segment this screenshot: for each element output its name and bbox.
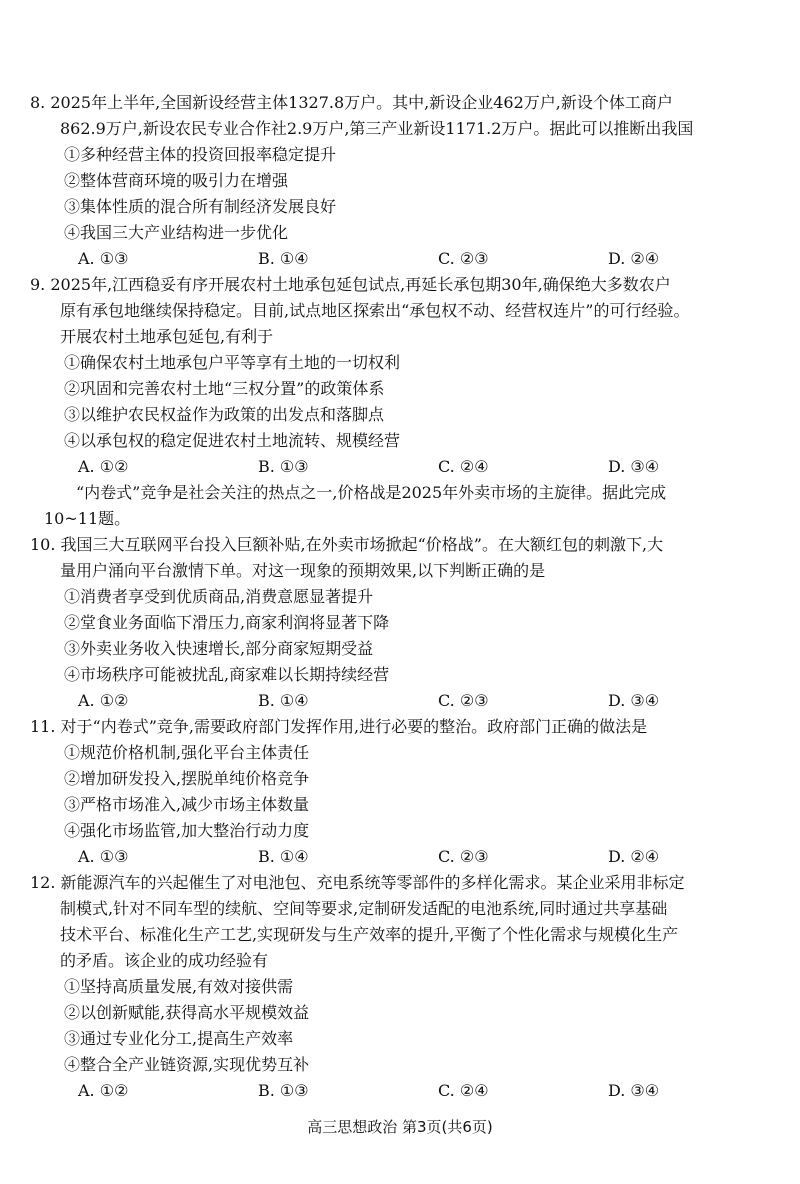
- statement-option: ④强化市场监管,加大整治行动力度: [64, 821, 310, 840]
- question-stem-line: 8. 2025年上半年,全国新设经营主体1327.8万户。其中,新设企业462万户,新设个体工商户: [30, 93, 673, 112]
- statement-option: ①坚持高质量发展,有效对接供需: [64, 977, 294, 996]
- answer-choice-d: D. ③④: [608, 457, 660, 476]
- page-content: [30, 90, 760, 1104]
- statement-option: ③严格市场准入,减少市场主体数量: [64, 795, 310, 814]
- answer-choice-a: A. ①③: [78, 847, 129, 866]
- shared-material: [30, 480, 760, 532]
- answer-choice-d: D. ②④: [608, 249, 660, 268]
- question-stem-line: 862.9万户,新设农民专业合作社2.9万户,第三产业新设1171.2万户。据此可以推断出我国: [60, 119, 694, 138]
- statement-option: ③通过专业化分工,提高生产效率: [64, 1029, 294, 1048]
- answer-choice-a: A. ①②: [78, 457, 129, 476]
- statement-option: ①多种经营主体的投资回报率稳定提升: [64, 145, 337, 164]
- question-10: [30, 532, 760, 714]
- answer-choice-c: C. ②④: [438, 457, 489, 476]
- answer-choice-a: A. ①②: [78, 691, 129, 710]
- statement-option: ④我国三大产业结构进一步优化: [64, 223, 289, 242]
- statement-option: ②以创新赋能,获得高水平规模效益: [64, 1003, 310, 1022]
- answer-choice-c: C. ②④: [438, 1081, 489, 1100]
- statement-option: ④整合全产业链资源,实现优势互补: [64, 1055, 310, 1074]
- answer-choices: [30, 688, 760, 714]
- statement-option: ④以承包权的稳定促进农村土地流转、规模经营: [64, 431, 401, 450]
- answer-choice-a: A. ①②: [78, 1081, 129, 1100]
- question-stem-line: 11. 对于“内卷式”竞争,需要政府部门发挥作用,进行必要的整治。政府部门正确的做法是: [30, 717, 648, 736]
- statement-option: ②增加研发投入,摆脱单纯价格竞争: [64, 769, 310, 788]
- answer-choice-b: B. ①③: [258, 457, 309, 476]
- question-stem-line: 10. 我国三大互联网平台投入巨额补贴,在外卖市场掀起“价格战”。在大额红包的刺激下,大: [30, 535, 664, 554]
- question-stem-line: 9. 2025年,江西稳妥有序开展农村土地承包延包试点,再延长承包期30年,确保绝大多数农户: [30, 275, 671, 294]
- question-stem-line: 原有承包地继续保持稳定。目前,试点地区探索出“承包权不动、经营权连片”的可行经验。: [60, 301, 690, 320]
- answer-choice-b: B. ①④: [258, 691, 309, 710]
- question-stem-line: 技术平台、标准化生产工艺,实现研发与生产效率的提升,平衡了个性化需求与规模化生产: [60, 925, 679, 944]
- statement-option: ①规范价格机制,强化平台主体责任: [64, 743, 310, 762]
- shared-material-line: “内卷式”竞争是社会关注的热点之一,价格战是2025年外卖市场的主旋律。据此完成: [76, 483, 667, 502]
- question-12: [30, 870, 760, 1104]
- answer-choice-a: A. ①③: [78, 249, 129, 268]
- statement-option: ②堂食业务面临下滑压力,商家利润将显著下降: [64, 613, 390, 632]
- answer-choice-b: B. ①④: [258, 249, 309, 268]
- answer-choice-b: B. ①③: [258, 1081, 309, 1100]
- statement-option: ①消费者享受到优质商品,消费意愿显著提升: [64, 587, 374, 606]
- shared-material-line: 10~11题。: [44, 509, 131, 528]
- answer-choice-c: C. ②③: [438, 249, 489, 268]
- statement-option: ③外卖业务收入快速增长,部分商家短期受益: [64, 639, 374, 658]
- question-11: [30, 714, 760, 870]
- question-8: [30, 90, 760, 272]
- page-footer: 高三思想政治 第3页(共6页): [307, 1118, 493, 1136]
- question-stem-line: 开展农村土地承包延包,有利于: [60, 327, 274, 346]
- answer-choice-b: B. ①④: [258, 847, 309, 866]
- answer-choices: [30, 454, 760, 480]
- answer-choice-d: D. ②④: [608, 847, 660, 866]
- statement-option: ③以维护农民权益作为政策的出发点和落脚点: [64, 405, 385, 424]
- statement-option: ②整体营商环境的吸引力在增强: [64, 171, 289, 190]
- question-stem-line: 制模式,针对不同车型的续航、空间等要求,定制研发适配的电池系统,同时通过共享基础: [60, 899, 668, 918]
- answer-choice-c: C. ②③: [438, 691, 489, 710]
- statement-option: ①确保农村土地承包户平等享有土地的一切权利: [64, 353, 401, 372]
- answer-choice-c: C. ②③: [438, 847, 489, 866]
- answer-choice-d: D. ③④: [608, 1081, 660, 1100]
- answer-choices: [30, 1078, 760, 1104]
- answer-choices: [30, 246, 760, 272]
- statement-option: ②巩固和完善农村土地“三权分置”的政策体系: [64, 379, 385, 398]
- answer-choices: [30, 844, 760, 870]
- question-stem-line: 12. 新能源汽车的兴起催生了对电池包、充电系统等零部件的多样化需求。某企业采用非标定: [30, 873, 685, 892]
- statement-option: ④市场秩序可能被扰乱,商家难以长期持续经营: [64, 665, 390, 684]
- answer-choice-d: D. ③④: [608, 691, 660, 710]
- statement-option: ③集体性质的混合所有制经济发展良好: [64, 197, 337, 216]
- question-stem-line: 量用户涌向平台激情下单。对这一现象的预期效果,以下判断正确的是: [60, 561, 546, 580]
- question-9: [30, 272, 760, 480]
- question-stem-line: 的矛盾。该企业的成功经验有: [60, 951, 269, 970]
